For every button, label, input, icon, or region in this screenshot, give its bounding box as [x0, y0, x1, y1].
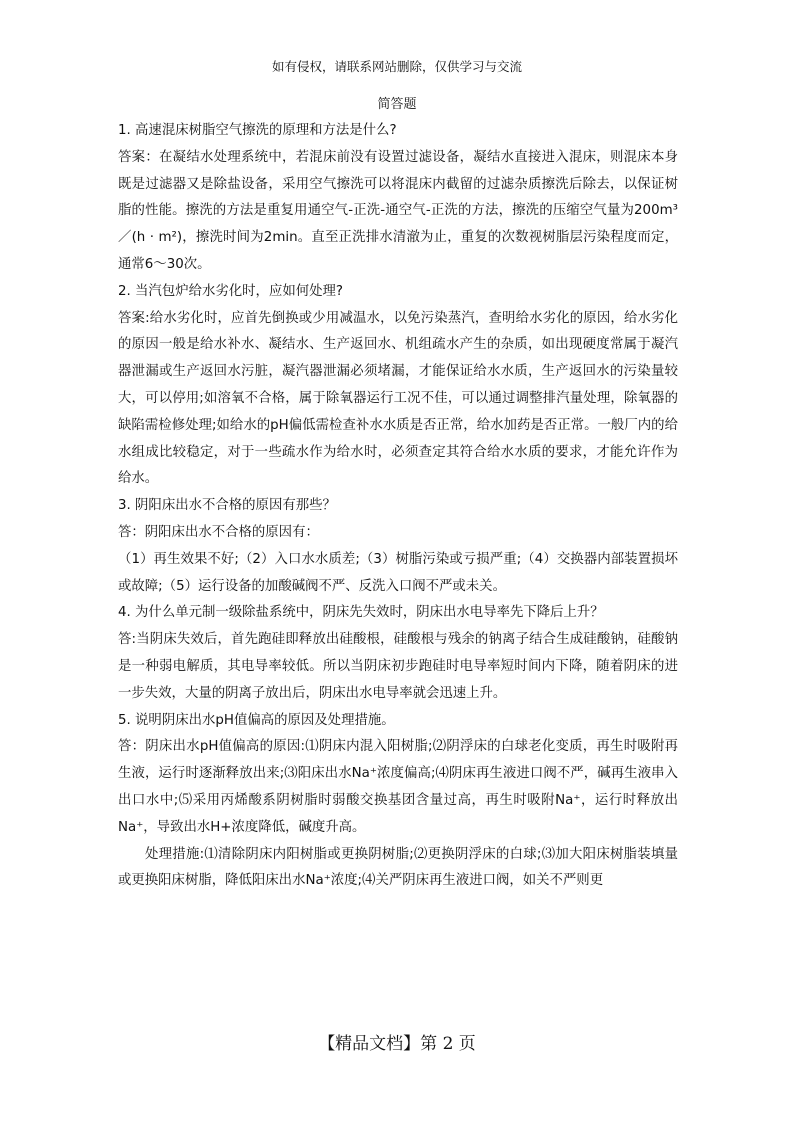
- copyright-notice: 如有侵权，请联系网站删除，仅供学习与交流: [271, 59, 522, 74]
- question-2: 2. 当汽包炉给水劣化时，应如何处理?: [118, 283, 343, 299]
- question-4: 4. 为什么单元制一级除盐系统中，阴床先失效时，阴床出水电导率先下降后上升？: [118, 605, 604, 621]
- document-body: [118, 118, 678, 895]
- answer-5-causes: 答：阴床出水pH值偏高的原因:⑴阴床内混入阳树脂;⑵阴浮床的白球老化变质，再生时吸附再生液，运行时逐渐释放出来;⑶阳床出水Na⁺浓度偏高;⑷阴床再生液进口阀不严，碱再生液串入出口水中;⑸采用丙烯酸系阴树脂时弱酸交换基团含量过高，再生时吸附Na⁺，运行时释放出Na⁺，导致出水H+浓度降低，碱度升高。: [118, 739, 678, 835]
- answer-1: 答案：在凝结水处理系统中，若混床前没有设置过滤设备，凝结水直接进入混床，则混床本身既是过滤器又是除盐设备，采用空气擦洗可以将混床内截留的过滤杂质擦洗后除去，以保证树脂的性能。擦洗的方法是重复用通空气-正洗-通空气-正洗的方法，擦洗的压缩空气量为200m³／(h · m²)，擦洗时间为2min。直至正洗排水清澈为止，重复的次数视树脂层污染程度而定，通常6～30次。: [118, 149, 678, 272]
- answer-4: 答:当阴床失效后，首先跑硅即释放出硅酸根，硅酸根与残余的钠离子结合生成硅酸钠，硅酸钠是一种弱电解质，其电导率较低。所以当阴床初步跑硅时电导率短时间内下降，随着阴床的进一步失效，大量的阴离子放出后，阴床出水电导率就会迅速上升。: [118, 632, 678, 701]
- page-footer: 【精品文档】第 2 页: [318, 1034, 476, 1054]
- answer-5-measures: 处理措施:⑴清除阴床内阳树脂或更换阴树脂;⑵更换阴浮床的白球;⑶加大阳床树脂装填量或更换阳床树脂，降低阳床出水Na⁺浓度;⑷关严阴床再生液进口阀，如关不严则更: [118, 846, 678, 889]
- page-title: 简答题: [377, 97, 417, 112]
- answer-3-list: （1）再生效果不好;（2）入口水水质差;（3）树脂污染或亏损严重;（4）交换器内部装置损坏或故障;（5）运行设备的加酸碱阀不严、反洗入口阀不严或未关。: [118, 551, 678, 594]
- question-5: 5. 说明阴床出水pH值偏高的原因及处理措施。: [118, 712, 395, 728]
- question-1: 1. 高速混床树脂空气擦洗的原理和方法是什么?: [118, 123, 397, 138]
- answer-2: 答案:给水劣化时，应首先倒换或少用减温水，以免污染蒸汽，查明给水劣化的原因，给水劣化的原因一般是给水补水、凝结水、生产返回水、机组疏水产生的杂质，如出现硬度常属于凝汽器泄漏或生产返回水污脏，凝汽器泄漏必须堵漏，才能保证给水水质，生产返回水的污染量较大，可以停用;如溶氧不合格，属于除氧器运行工况不佳，可以通过调整排汽量处理，除氧器的缺陷需检修处理;如给水的pH偏低需检查补水水质是否正常，给水加药是否正常。一般厂内的给水组成比较稳定，对于一些疏水作为给水时，必须查定其符合给水水质的要求，才能允许作为给水。: [118, 310, 678, 487]
- question-3: 3. 阴阳床出水不合格的原因有那些？: [118, 498, 336, 514]
- answer-3-intro: 答：阴阳床出水不合格的原因有：: [118, 524, 319, 540]
